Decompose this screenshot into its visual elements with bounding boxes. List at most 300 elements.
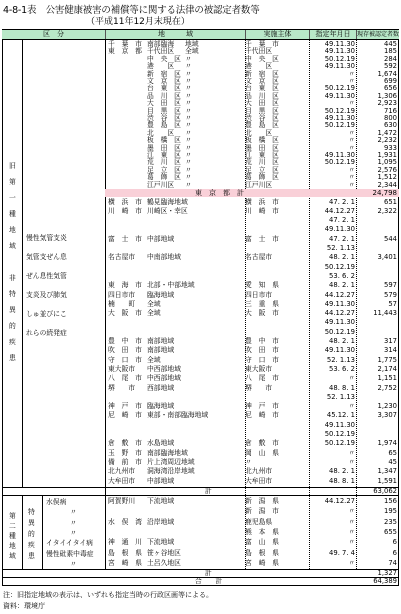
- cell-c5: 48. 2. 1: [329, 337, 355, 345]
- cell-c2: 片上湾周辺地域: [147, 457, 195, 466]
- cell-c2: 足 立 区: [147, 165, 181, 174]
- header-category: 区 分: [43, 30, 64, 38]
- cell-c6: 45: [388, 457, 397, 466]
- grand-total-row: [105, 578, 399, 585]
- cell-c5: 44.12.27: [324, 497, 355, 505]
- group2-label-char: 地: [9, 542, 16, 550]
- cell-c6: 74: [388, 558, 397, 567]
- cell-c2: 洞海湾沿岸地域: [147, 467, 195, 476]
- cell-c5: 49.11.30: [324, 62, 355, 71]
- cell-c3: 〃: [185, 69, 192, 78]
- group2-total-label: 計: [205, 569, 212, 577]
- table-row: [105, 328, 399, 337]
- cell-c4: 葛 飾 区: [245, 173, 279, 182]
- cell-c5: 50.12.19: [324, 439, 355, 448]
- table-row: [105, 244, 399, 253]
- cell-c6: 2,174: [377, 364, 397, 373]
- cell-c6: 1,230: [377, 402, 397, 411]
- cell-c2: 笹ヶ谷地区: [147, 548, 181, 557]
- group1-label-char: 一: [9, 194, 16, 202]
- table-border-left: [2, 40, 3, 586]
- cell-c4: 大牟田市: [245, 476, 273, 485]
- cell-c1: 堺 市: [108, 383, 136, 392]
- group2-label-char: 二: [9, 522, 16, 530]
- cell-c1: 千 葉 市: [108, 40, 142, 48]
- cell-c2: 土呂久地区: [147, 558, 181, 567]
- cell-c6: 1,151: [377, 374, 397, 383]
- cell-c6: 65: [388, 448, 397, 457]
- cell-c5: 49.11.30: [324, 114, 355, 122]
- cell-c2: 南部臨海: [147, 40, 175, 48]
- group2-sublabel-char: 特: [28, 508, 35, 516]
- cell-c3: 〃: [185, 143, 192, 152]
- page-subtitle: （平成11年12月末現在）: [86, 17, 190, 27]
- group1-label-char: 非: [9, 274, 16, 282]
- cell-c5: 〃: [348, 402, 355, 411]
- table-row: [105, 198, 399, 207]
- cell-c6: 699: [384, 77, 397, 85]
- cell-c6: 156: [384, 497, 397, 505]
- cell-c6: 6: [392, 548, 397, 557]
- group1-label-char: 疾: [9, 338, 16, 346]
- disease-label: れらの続発症: [26, 329, 67, 337]
- group1-total-label: 計: [205, 487, 212, 495]
- cell-c5: 44.12.27: [324, 290, 355, 299]
- tokyo-total-row: [105, 189, 399, 197]
- disease-label: ぜん息性気管: [26, 272, 67, 280]
- cell-c4: 神 戸 市: [245, 402, 279, 411]
- cell-c2: 豊 島 区: [147, 121, 181, 130]
- table-row: [105, 207, 399, 216]
- cell-c6: 195: [384, 507, 397, 516]
- cell-c1: 北九州市: [108, 467, 136, 476]
- table-row: [105, 318, 399, 327]
- col-divider: [22, 40, 23, 487]
- table-row: [105, 300, 399, 309]
- table-row: [105, 309, 399, 318]
- cell-c3: 〃: [185, 99, 192, 108]
- table-row: [105, 337, 399, 346]
- cell-c1: 大牟田市: [108, 476, 136, 485]
- cell-c2: 臨海地域: [147, 402, 175, 411]
- cell-c6: 800: [384, 114, 397, 122]
- cell-c3: 〃: [185, 136, 192, 145]
- cell-c2: 西部地域: [147, 383, 175, 392]
- cell-c4: 北 区: [245, 128, 273, 137]
- tokyo-total-label: 東 京 都 計: [195, 189, 244, 197]
- cell-c4: 江戸川区: [245, 180, 273, 189]
- cell-c6: 2,232: [377, 136, 397, 145]
- table-row: [105, 517, 399, 527]
- cell-c5: 48. 8. 1: [329, 383, 355, 392]
- group1-label-char: 第: [9, 178, 16, 186]
- cell-c5: 48. 8. 1: [329, 476, 355, 485]
- cell-c6: 2,923: [377, 99, 397, 108]
- group1-label-char: 地: [9, 226, 16, 234]
- cell-c6: 1,347: [377, 467, 397, 476]
- cell-c4: 台 東 区: [245, 84, 279, 93]
- cell-c2: 全域: [147, 355, 161, 364]
- cell-c1: 阿賀野川: [108, 497, 136, 505]
- cell-c4: 文 京 区: [245, 77, 279, 85]
- cell-c5: 48. 2. 1: [329, 281, 355, 290]
- cell-c3: 地域: [185, 40, 199, 48]
- table-row: [105, 537, 399, 547]
- cell-c4: 尼 崎 市: [245, 411, 279, 420]
- cell-c3: 〃: [185, 54, 192, 63]
- cell-c1: 守 口 市: [108, 355, 142, 364]
- cell-c4: 富 士 市: [245, 234, 279, 243]
- cell-c6: 1,095: [377, 158, 397, 167]
- cell-c1: 大 阪 市: [108, 309, 142, 318]
- table-row: [105, 467, 399, 476]
- cell-c5: 50.12.19: [324, 106, 355, 115]
- cell-c6: 11,443: [373, 309, 397, 318]
- cell-c5: 49.11.30: [324, 420, 355, 429]
- cell-c5: 〃: [348, 136, 355, 145]
- cell-c3: 全域: [185, 47, 199, 56]
- cell-c2: 川崎区・幸区: [147, 206, 188, 215]
- cell-c5: 〃: [348, 538, 355, 547]
- cell-c4: 倉 敷 市: [245, 439, 279, 448]
- table-row: [105, 421, 399, 430]
- group2-label-char: 域: [9, 552, 16, 560]
- disease-label: 慢性気管支炎: [26, 234, 67, 242]
- grand-total-label: 合 計: [195, 577, 223, 585]
- cell-c5: 47. 2. 1: [329, 216, 355, 225]
- cell-c2: 中部地域: [147, 476, 175, 485]
- cell-c6: 1,775: [377, 355, 397, 364]
- cell-c5: 49.11.30: [324, 299, 355, 308]
- cell-c2: 下流地域: [147, 538, 175, 547]
- cell-c2: 下流地域: [147, 497, 175, 505]
- cell-c5: 50.12.19: [324, 121, 355, 130]
- header-count: 現存被認定者数: [357, 31, 400, 38]
- table-row: [105, 374, 399, 383]
- cell-c5: 49. 7. 4: [329, 548, 355, 557]
- cell-c4: 渋 谷 区: [245, 114, 279, 122]
- cell-c5: 50.12.19: [324, 430, 355, 438]
- cell-c5: 47. 2. 1: [329, 234, 355, 243]
- cell-c5: 〃: [348, 69, 355, 78]
- table-row: [105, 182, 399, 189]
- cell-c5: 49.11.30: [324, 91, 355, 100]
- cell-c6: 1,472: [377, 128, 397, 137]
- cell-c2: 港 区: [147, 62, 175, 71]
- table-row: [105, 527, 399, 537]
- cell-c2: 台 東 区: [147, 84, 181, 93]
- table-row: [105, 291, 399, 300]
- disease-label: 気管支ぜん息: [26, 253, 67, 261]
- cell-c5: 53. 6. 2: [329, 364, 355, 373]
- table-row: [105, 439, 399, 448]
- disease-label: 〃: [70, 508, 77, 517]
- cell-c6: 3,307: [377, 411, 397, 420]
- col-divider: [22, 495, 23, 569]
- cell-c2: 大 田 区: [147, 99, 181, 108]
- cell-c2: 中部地域: [147, 234, 175, 243]
- cell-c6: 284: [384, 54, 397, 63]
- cell-c1: 東大阪市: [108, 364, 136, 373]
- cell-c4: 八 尾 市: [245, 374, 279, 383]
- group2-total-row: [105, 570, 399, 577]
- cell-c4: 愛 知 県: [245, 281, 279, 290]
- table-row: [105, 477, 399, 486]
- cell-c6: 1,931: [377, 151, 397, 159]
- cell-c1: 豊 中 市: [108, 337, 142, 345]
- cell-c4: 大 田 区: [245, 99, 279, 108]
- cell-c5: 〃: [348, 507, 355, 516]
- table-row: [105, 263, 399, 272]
- cell-c5: 〃: [348, 99, 355, 108]
- group2-label-char: 種: [9, 532, 16, 540]
- cell-c5: 49.11.30: [324, 225, 355, 234]
- group2-sublabel-char: 的: [28, 530, 35, 538]
- cell-c4: 新 宿 区: [245, 69, 279, 78]
- cell-c2: 北 区: [147, 128, 175, 137]
- cell-c1: 富 士 市: [108, 234, 142, 243]
- cell-c6: 1,674: [377, 69, 397, 78]
- cell-c1: 四日市市: [108, 290, 136, 299]
- cell-c4: 豊 島 区: [245, 121, 279, 130]
- cell-c6: 579: [384, 290, 397, 299]
- cell-c4: 四日市市: [245, 290, 273, 299]
- table-row: [105, 216, 399, 225]
- table-row: [105, 496, 399, 506]
- cell-c2: 江 東 区: [147, 151, 181, 159]
- cell-c4: 港 区: [245, 62, 273, 71]
- cell-c5: 50.12.19: [324, 84, 355, 93]
- cell-c4: 千代田区: [245, 47, 273, 56]
- cell-c3: 〃: [185, 158, 192, 167]
- cell-c2: 沿岸地域: [147, 517, 175, 526]
- grand-total-value: 64,389: [373, 577, 397, 585]
- cell-c6: 933: [384, 143, 397, 152]
- cell-c3: 〃: [185, 114, 192, 122]
- cell-c4: 堺 市: [245, 383, 273, 392]
- group1-label-char: 特: [9, 290, 16, 298]
- cell-c4: 名古屋市: [245, 253, 273, 262]
- header-region: 地 域: [105, 30, 245, 39]
- table-row: [105, 449, 399, 458]
- group2-sublabel-char: 疾: [28, 541, 35, 549]
- cell-c3: 〃: [185, 173, 192, 182]
- cell-c2: 南部地域: [147, 337, 175, 345]
- cell-c1: 名古屋市: [108, 253, 136, 262]
- cell-c4: 千 葉 市: [245, 40, 279, 48]
- table-row: [105, 272, 399, 281]
- cell-c6: 716: [384, 106, 397, 115]
- table-row: [105, 253, 399, 262]
- cell-c6: 544: [384, 234, 397, 243]
- cell-c1: 神 戸 市: [108, 402, 142, 411]
- cell-c6: 2,576: [377, 165, 397, 174]
- group1-label-char: 的: [9, 322, 16, 330]
- cell-c3: 〃: [185, 121, 192, 130]
- cell-c2: 全域: [147, 309, 161, 318]
- table-row: [105, 281, 399, 290]
- table-row: [105, 225, 399, 234]
- cell-c6: 185: [384, 47, 397, 56]
- cell-c5: 53. 6. 2: [329, 271, 355, 280]
- cell-c1: 横 浜 市: [108, 197, 142, 206]
- table-row: [105, 235, 399, 244]
- group1-total-row: [105, 488, 399, 495]
- cell-c6: 651: [384, 197, 397, 206]
- cell-c1: 神 通 川: [108, 538, 142, 547]
- cell-c3: 〃: [185, 180, 192, 189]
- disease-label: 〃: [70, 518, 77, 527]
- cell-c6: 57: [388, 299, 397, 308]
- cell-c2: 墨 田 区: [147, 143, 181, 152]
- cell-c6: 1,591: [377, 476, 397, 485]
- table-row: [105, 506, 399, 516]
- cell-c5: 47. 2. 1: [329, 197, 355, 206]
- cell-c2: 板 橋 区: [147, 136, 181, 145]
- cell-c4: 品 川 区: [245, 91, 279, 100]
- cell-c5: 50.12.19: [324, 54, 355, 63]
- disease-label: 水俣病: [46, 498, 67, 506]
- cell-c5: 49.11.30: [324, 47, 355, 56]
- group1-label-char: 域: [9, 242, 16, 250]
- cell-c2: 品 川 区: [147, 91, 181, 100]
- table-row: [105, 558, 399, 568]
- cell-c6: 592: [384, 62, 397, 71]
- group1-label-char: 患: [9, 354, 16, 362]
- cell-c5: 〃: [348, 558, 355, 567]
- group2-total-value: 1,327: [377, 569, 397, 577]
- page-title: 4-8-1表 公害健康被害の補償等に関する法律の被認定者数等: [3, 5, 260, 16]
- cell-c5: 50.12.19: [324, 262, 355, 271]
- group1-total-value: 63,062: [373, 487, 397, 495]
- table-row: [105, 548, 399, 558]
- cell-c2: 中 央 区: [147, 54, 181, 63]
- table-row: [105, 411, 399, 420]
- cell-c5: 〃: [348, 180, 355, 189]
- disease-label: 〃: [70, 559, 77, 568]
- cell-c4: 吹 田 市: [245, 346, 279, 355]
- group1-label-char: 異: [9, 306, 16, 314]
- cell-c2: 南部地域: [147, 346, 175, 355]
- header-date: 指定年月日: [309, 30, 356, 39]
- cell-c4: 〃: [245, 457, 252, 466]
- cell-c5: 50.12.19: [324, 158, 355, 167]
- cell-c5: 49.11.30: [324, 151, 355, 159]
- cell-c3: 〃: [185, 165, 192, 174]
- cell-c4: 荒 川 区: [245, 158, 279, 167]
- cell-c6: 317: [384, 337, 397, 345]
- cell-c5: 〃: [348, 165, 355, 174]
- cell-c4: 目 黒 区: [245, 106, 279, 115]
- group1-label-char: 旧: [9, 162, 16, 170]
- cell-c4: 中 央 区: [245, 54, 279, 63]
- cell-c5: 49.11.30: [324, 40, 355, 48]
- table-header: [2, 29, 399, 40]
- cell-c2: 中西部地域: [147, 364, 181, 373]
- cell-c5: 〃: [348, 143, 355, 152]
- cell-c5: 52. 1.13: [326, 355, 355, 364]
- cell-c5: 52. 1.13: [326, 392, 355, 401]
- cell-c4: 新 潟 県: [245, 497, 279, 505]
- cell-c1: 島 根 県: [108, 548, 142, 557]
- table-row: [105, 458, 399, 467]
- cell-c4: 墨 田 区: [245, 143, 279, 152]
- cell-c2: 南部臨海地域: [147, 448, 188, 457]
- col-divider: [42, 495, 43, 569]
- cell-c2: 新 宿 区: [147, 69, 181, 78]
- cell-c4: 守 口 市: [245, 355, 279, 364]
- disease-label: 慢性砒素中毒症: [46, 549, 94, 558]
- cell-c4: 豊 中 市: [245, 337, 279, 345]
- cell-c3: 〃: [185, 62, 192, 71]
- cell-c2: 東部・南部臨海地域: [147, 411, 209, 420]
- cell-c6: 630: [384, 121, 397, 130]
- table-row: [105, 402, 399, 411]
- disease-label: しゅ並びにこ: [26, 310, 67, 318]
- cell-c2: 水島地域: [147, 439, 175, 448]
- cell-c2: 渋 谷 区: [147, 114, 181, 122]
- cell-c4: 板 橋 区: [245, 136, 279, 145]
- cell-c5: 44.12.27: [324, 206, 355, 215]
- cell-c6: 656: [384, 84, 397, 93]
- cell-c3: 〃: [185, 106, 192, 115]
- cell-c2: 荒 川 区: [147, 158, 181, 167]
- cell-c6: 2,344: [377, 180, 397, 189]
- cell-c6: 235: [384, 517, 397, 526]
- cell-c1: 宮 崎 県: [108, 558, 142, 567]
- cell-c4: 大 阪 市: [245, 309, 279, 318]
- cell-c6: 314: [384, 346, 397, 355]
- cell-c1: 備 前 市: [108, 457, 142, 466]
- cell-c6: 445: [384, 40, 397, 48]
- cell-c5: 44.12.27: [324, 309, 355, 318]
- cell-c3: 〃: [185, 128, 192, 137]
- cell-c6: 3,401: [377, 253, 397, 262]
- cell-c5: 〃: [348, 527, 355, 536]
- cell-c5: 〃: [348, 77, 355, 85]
- cell-c3: 〃: [185, 77, 192, 85]
- cell-c6: 1,306: [377, 91, 397, 100]
- cell-c2: 全域: [147, 299, 161, 308]
- cell-c1: 八 尾 市: [108, 374, 142, 383]
- group2-sublabel-char: 異: [28, 519, 35, 527]
- cell-c5: 48. 2. 1: [329, 467, 355, 476]
- cell-c2: 中南部地域: [147, 253, 181, 262]
- cell-c5: 45.12. 1: [326, 411, 355, 420]
- cell-c4: 川 崎 市: [245, 206, 279, 215]
- disease-label: 支炎及び肺気: [26, 291, 67, 299]
- cell-c5: 50.12.19: [324, 327, 355, 336]
- cell-c2: 文 京 区: [147, 77, 181, 85]
- cell-c4: 岡 山 県: [245, 448, 279, 457]
- cell-c3: 〃: [185, 91, 192, 100]
- cell-c2: 中西部地域: [147, 374, 181, 383]
- cell-c6: 655: [384, 527, 397, 536]
- cell-c4: 新 潟 市: [245, 507, 279, 516]
- table-row: [105, 365, 399, 374]
- cell-c5: 49.11.30: [324, 318, 355, 327]
- cell-c5: 〃: [348, 128, 355, 137]
- cell-c5: 〃: [348, 448, 355, 457]
- cell-c5: 〃: [348, 173, 355, 182]
- cell-c1: 玉 野 市: [108, 448, 142, 457]
- table-row: [105, 346, 399, 355]
- cell-c4: 足 立 区: [245, 165, 279, 174]
- cell-c4: 三 重 県: [245, 299, 279, 308]
- cell-c1: 川 崎 市: [108, 206, 142, 215]
- cell-c2: 鶴見臨海地域: [147, 197, 188, 206]
- cell-c4: 宮 崎 県: [245, 558, 279, 567]
